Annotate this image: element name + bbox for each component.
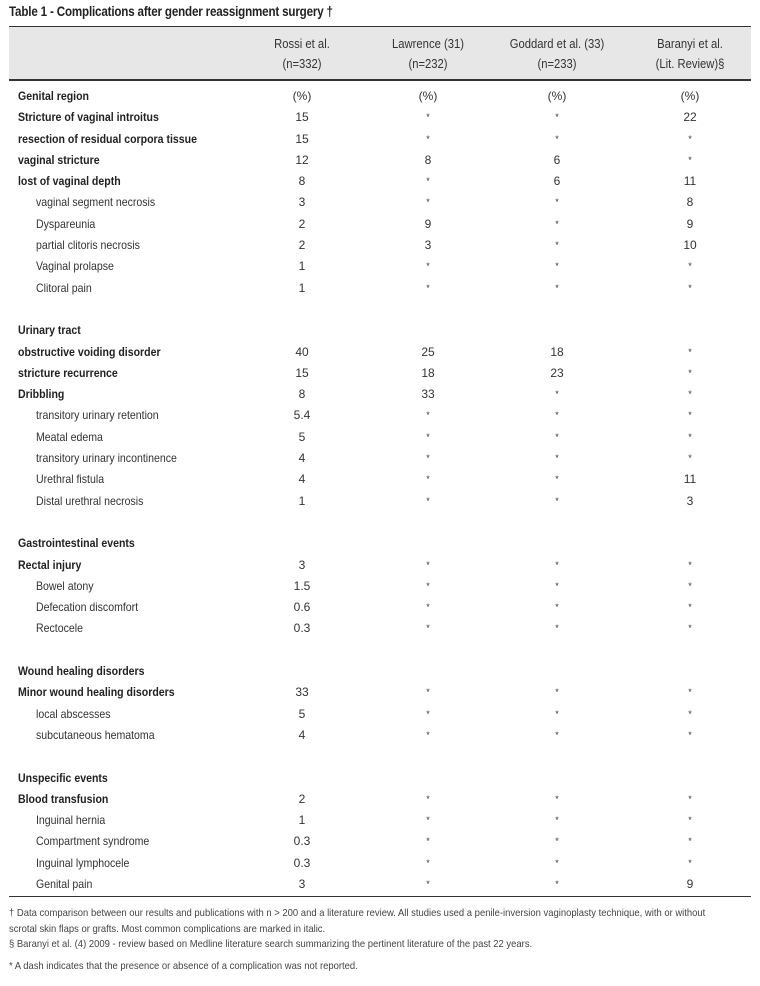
column-header-line: Goddard et al. (33): [509, 37, 605, 51]
complication-label: Inguinal hernia: [36, 813, 106, 828]
column-header-baranyi: [627, 34, 753, 74]
value-cell: 8: [298, 387, 306, 402]
complication-label: Bowel atony: [36, 578, 94, 593]
table-row: [9, 789, 751, 810]
value-cell: 9: [686, 216, 694, 231]
column-header-rossi: [239, 34, 365, 74]
value-cell: *: [555, 729, 559, 740]
value-cell: 1: [298, 813, 306, 828]
value-cell: *: [688, 793, 692, 804]
section-heading-row: [9, 86, 751, 107]
column-header-line: Baranyi et al.: [657, 37, 723, 51]
value-cell: *: [426, 878, 430, 889]
column-header-line: (n=233): [537, 57, 577, 71]
value-cell: *: [688, 602, 692, 613]
table-row: [9, 597, 751, 618]
value-cell: *: [555, 495, 559, 506]
footnote-section: § Baranyi et al. (4) 2009 - review based on Medline literature search summarizing the pertinent literature of the past 22 years.: [9, 938, 533, 950]
value-cell: 9: [424, 216, 432, 231]
complication-label: local abscesses: [36, 706, 111, 721]
value-cell: *: [426, 495, 430, 506]
value-cell: *: [688, 367, 692, 378]
value-cell: 15: [295, 365, 309, 380]
value-cell: *: [426, 729, 430, 740]
value-cell: 22: [683, 110, 697, 125]
value-cell: 18: [421, 365, 435, 380]
value-cell: 4: [298, 451, 306, 466]
value-cell: *: [688, 708, 692, 719]
section-heading-row: [9, 320, 751, 341]
complication-label: vaginal segment necrosis: [36, 195, 156, 210]
section-heading: Wound healing disorders: [18, 664, 145, 679]
table-row: [9, 469, 751, 490]
value-cell: *: [426, 559, 430, 570]
value-cell: *: [688, 836, 692, 847]
value-cell: *: [688, 431, 692, 442]
complication-label: obstructive voiding disorder: [18, 344, 161, 359]
value-cell: *: [426, 580, 430, 591]
table-header: [9, 26, 751, 81]
value-cell: *: [555, 836, 559, 847]
table-row: [9, 192, 751, 213]
complication-label: Meatal edema: [36, 429, 103, 444]
complication-label: Stricture of vaginal introitus: [18, 110, 159, 125]
value-cell: *: [555, 559, 559, 570]
footnote-dagger: † Data comparison between our results and publications with n > 200 and a literature review. All studies used a penile-inversion vaginoplasty technique, with or without: [9, 907, 706, 919]
section-heading: Urinary tract: [18, 323, 81, 338]
table-row: [9, 129, 751, 150]
value-cell: *: [426, 261, 430, 272]
footnotes: [9, 906, 754, 974]
table-row: [9, 874, 751, 895]
table-row: [9, 235, 751, 256]
value-cell: 3: [424, 238, 432, 253]
value-cell: 0.3: [293, 834, 311, 849]
complication-label: Rectal injury: [18, 557, 82, 572]
section-spacer: [9, 512, 751, 533]
value-cell: *: [555, 218, 559, 229]
value-cell: *: [688, 857, 692, 868]
value-cell: *: [426, 133, 430, 144]
value-cell: 6: [553, 152, 561, 167]
value-cell: *: [426, 687, 430, 698]
value-cell: *: [688, 559, 692, 570]
table-row: [9, 405, 751, 426]
value-cell: 1: [298, 259, 306, 274]
table-row: [9, 171, 751, 192]
value-cell: *: [555, 687, 559, 698]
complication-label: Dribbling: [18, 387, 65, 402]
value-cell: *: [688, 133, 692, 144]
footnote-dagger-cont: scrotal skin flaps or grafts. Most common complications are marked in italic.: [9, 922, 326, 935]
value-cell: 33: [421, 387, 435, 402]
complication-label: Minor wound healing disorders: [18, 685, 175, 700]
value-cell: 18: [550, 344, 564, 359]
complication-label: Vaginal prolapse: [36, 259, 114, 274]
value-cell: 8: [298, 174, 306, 189]
value-cell: *: [555, 793, 559, 804]
value-cell: 1: [298, 280, 306, 295]
section-spacer: [9, 746, 751, 767]
value-cell: *: [688, 154, 692, 165]
value-cell: *: [688, 580, 692, 591]
table-row: [9, 555, 751, 576]
value-cell: 25: [421, 344, 435, 359]
table-row: [9, 704, 751, 725]
value-cell: *: [426, 431, 430, 442]
complication-label: Clitoral pain: [36, 280, 92, 295]
value-cell: *: [555, 133, 559, 144]
column-header-line: Rossi et al.: [274, 37, 330, 51]
value-cell: 2: [298, 791, 306, 806]
value-cell: *: [426, 857, 430, 868]
column-header-lawrence: [365, 34, 491, 74]
table-title: Table 1 - Complications after gender reassignment surgery †: [9, 4, 333, 19]
column-header-line: (n=332): [282, 57, 322, 71]
value-cell: *: [426, 623, 430, 634]
section-heading-row: [9, 533, 751, 554]
value-cell: *: [555, 197, 559, 208]
value-cell: *: [426, 197, 430, 208]
value-cell: *: [426, 815, 430, 826]
value-cell: 23: [550, 365, 564, 380]
value-cell: *: [688, 687, 692, 698]
complication-label: Inguinal lymphocele: [36, 855, 130, 870]
table-row: [9, 342, 751, 363]
table-row: [9, 831, 751, 852]
column-header-line: Lawrence (31): [392, 37, 464, 51]
value-cell: 2: [298, 216, 306, 231]
table-row: [9, 384, 751, 405]
table-row: [9, 150, 751, 171]
unit-cell: (%): [680, 89, 700, 103]
complication-label: transitory urinary retention: [36, 408, 159, 423]
value-cell: *: [555, 602, 559, 613]
value-cell: 1: [298, 493, 306, 508]
value-cell: 0.3: [293, 621, 311, 636]
value-cell: 4: [298, 727, 306, 742]
value-cell: *: [426, 410, 430, 421]
value-cell: *: [426, 793, 430, 804]
value-cell: 3: [298, 195, 306, 210]
value-cell: *: [688, 729, 692, 740]
value-cell: 33: [295, 685, 309, 700]
value-cell: 8: [424, 152, 432, 167]
value-cell: 5: [298, 429, 306, 444]
value-cell: *: [688, 389, 692, 400]
complication-label: Dyspareunia: [36, 216, 96, 231]
complication-label: stricture recurrence: [18, 365, 118, 380]
value-cell: *: [688, 453, 692, 464]
value-cell: *: [555, 282, 559, 293]
section-heading-row: [9, 661, 751, 682]
section-heading: Unspecific events: [18, 770, 108, 785]
complication-label: partial clitoris necrosis: [36, 238, 140, 253]
value-cell: 40: [295, 344, 309, 359]
value-cell: 9: [686, 876, 694, 891]
value-cell: *: [426, 708, 430, 719]
column-header-line: (Lit. Review)§: [655, 57, 725, 71]
table-row: [9, 853, 751, 874]
value-cell: *: [688, 346, 692, 357]
table-row: [9, 363, 751, 384]
value-cell: *: [426, 112, 430, 123]
value-cell: 11: [683, 472, 697, 487]
value-cell: *: [555, 857, 559, 868]
value-cell: *: [555, 431, 559, 442]
table-row: [9, 618, 751, 639]
value-cell: *: [426, 836, 430, 847]
table-row: [9, 725, 751, 746]
complication-label: Genital pain: [36, 876, 93, 891]
value-cell: 5.4: [293, 408, 311, 423]
value-cell: 15: [295, 131, 309, 146]
value-cell: 1.5: [293, 578, 311, 593]
value-cell: *: [555, 815, 559, 826]
value-cell: 11: [683, 174, 697, 189]
table-row: [9, 682, 751, 703]
value-cell: *: [555, 240, 559, 251]
value-cell: *: [555, 453, 559, 464]
table-row: [9, 214, 751, 235]
value-cell: 4: [298, 472, 306, 487]
value-cell: *: [426, 453, 430, 464]
value-cell: *: [426, 282, 430, 293]
table-row: [9, 491, 751, 512]
footnote-asterisk: * A dash indicates that the presence or absence of a complication was not reported.: [9, 959, 358, 972]
table-row: [9, 810, 751, 831]
column-header-goddard: [494, 34, 620, 74]
table-row: [9, 448, 751, 469]
unit-cell: (%): [547, 89, 567, 103]
complication-label: Blood transfusion: [18, 791, 109, 806]
value-cell: *: [555, 112, 559, 123]
value-cell: *: [555, 389, 559, 400]
value-cell: *: [555, 623, 559, 634]
value-cell: *: [426, 176, 430, 187]
section-spacer: [9, 640, 751, 661]
complication-label: lost of vaginal depth: [18, 174, 121, 189]
value-cell: *: [688, 623, 692, 634]
value-cell: 15: [295, 110, 309, 125]
value-cell: *: [555, 580, 559, 591]
complication-label: Distal urethral necrosis: [36, 493, 144, 508]
complication-label: vaginal stricture: [18, 152, 100, 167]
complication-label: Rectocele: [36, 621, 83, 636]
complication-label: resection of residual corpora tissue: [18, 131, 197, 146]
value-cell: 8: [686, 195, 694, 210]
section-heading: Gastrointestinal events: [18, 536, 135, 551]
unit-cell: (%): [292, 89, 312, 103]
value-cell: *: [555, 410, 559, 421]
value-cell: 6: [553, 174, 561, 189]
complication-label: transitory urinary incontinence: [36, 451, 177, 466]
value-cell: *: [426, 474, 430, 485]
complication-label: subcutaneous hematoma: [36, 727, 155, 742]
complication-label: Compartment syndrome: [36, 834, 150, 849]
complication-label: Defecation discomfort: [36, 600, 139, 615]
table-body: [9, 86, 751, 895]
section-spacer: [9, 299, 751, 320]
table-row: [9, 256, 751, 277]
section-heading: Genital region: [18, 89, 90, 103]
table-row: [9, 427, 751, 448]
value-cell: 2: [298, 238, 306, 253]
value-cell: 0.3: [293, 855, 311, 870]
value-cell: *: [688, 261, 692, 272]
column-header-line: (n=232): [408, 57, 448, 71]
value-cell: *: [688, 815, 692, 826]
value-cell: 0.6: [293, 600, 311, 615]
value-cell: *: [555, 261, 559, 272]
value-cell: *: [688, 410, 692, 421]
section-heading-row: [9, 768, 751, 789]
table-row: [9, 107, 751, 128]
value-cell: *: [555, 878, 559, 889]
table-bottom-rule: [9, 896, 751, 897]
table-row: [9, 576, 751, 597]
unit-cell: (%): [418, 89, 438, 103]
value-cell: *: [688, 282, 692, 293]
value-cell: 3: [686, 493, 694, 508]
value-cell: 10: [683, 238, 697, 253]
value-cell: *: [555, 708, 559, 719]
value-cell: 3: [298, 876, 306, 891]
value-cell: 3: [298, 557, 306, 572]
complication-label: Urethral fistula: [36, 472, 105, 487]
value-cell: 12: [295, 152, 309, 167]
value-cell: *: [555, 474, 559, 485]
value-cell: 5: [298, 706, 306, 721]
table-row: [9, 278, 751, 299]
value-cell: *: [426, 602, 430, 613]
